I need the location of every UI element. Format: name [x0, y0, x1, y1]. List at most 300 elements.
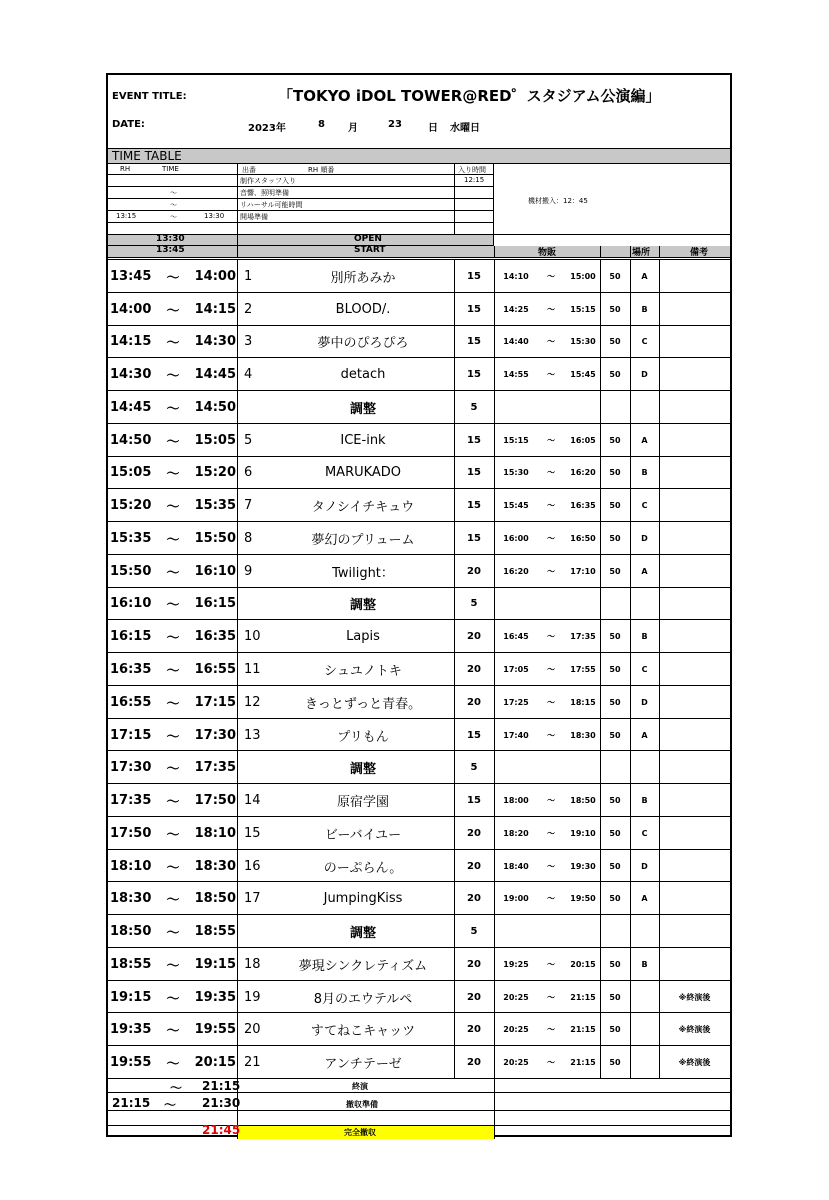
- row-number: 9: [244, 563, 253, 579]
- place-code: B: [641, 468, 648, 478]
- row-end-time: 19:15: [194, 956, 236, 972]
- row-end-time: 17:30: [194, 727, 236, 743]
- row-start-time: 16:15: [110, 629, 152, 645]
- row-tilde: ～: [166, 860, 180, 876]
- pre-r4-end: 13:30: [204, 212, 225, 220]
- row-minutes: 20: [467, 631, 481, 643]
- bukan-tilde: ～: [547, 861, 555, 871]
- row-number: 10: [244, 629, 261, 645]
- performer-name: 夢幻のプリューム: [311, 532, 415, 548]
- row-start-time: 17:30: [110, 760, 152, 776]
- bukan-end: 15:45: [570, 370, 596, 380]
- bukan-end: 15:30: [570, 337, 596, 347]
- bukan-end: [566, 391, 600, 424]
- bukan-tilde: ～: [547, 370, 555, 380]
- place-code: D: [641, 533, 648, 543]
- pre-r4-start: 13:15: [116, 212, 137, 220]
- row-minutes: 15: [467, 500, 481, 512]
- row-note: [659, 489, 730, 522]
- row-number: [244, 391, 274, 424]
- bukan-minutes: 50: [609, 1025, 621, 1035]
- bukan-end: 19:30: [570, 861, 596, 871]
- place-code: C: [641, 337, 648, 347]
- bukan-tilde: ～: [547, 304, 555, 314]
- row-start-time: 14:50: [110, 432, 152, 448]
- pre-r4-label: 開場準備: [240, 213, 268, 221]
- row-tilde: ～: [166, 434, 180, 450]
- table-row: [108, 750, 730, 783]
- row-end-time: 14:30: [194, 334, 236, 350]
- bukan-end: 21:15: [570, 992, 596, 1002]
- row-end-time: 17:15: [194, 694, 236, 710]
- row-note: [659, 260, 730, 293]
- bukan-end: 18:30: [570, 730, 596, 740]
- bukan-end: [566, 588, 600, 621]
- performer-name: のーぷらん。: [323, 860, 403, 876]
- start-time: 13:45: [156, 245, 185, 255]
- row-minutes: 20: [467, 893, 481, 905]
- row-minutes: 20: [467, 991, 481, 1003]
- row-start-time: 17:50: [110, 825, 152, 841]
- pre-r3-tilde: ～: [170, 201, 177, 209]
- row-start-time: 16:55: [110, 694, 152, 710]
- row-start-time: 17:35: [110, 793, 152, 809]
- bukan-minutes: 50: [609, 271, 621, 281]
- start-row: [108, 246, 730, 258]
- row-end-time: 19:55: [194, 1022, 236, 1038]
- col-entry: 入り時間: [458, 166, 486, 174]
- performer-name: プリもん: [337, 729, 389, 745]
- row-number: 19: [244, 989, 261, 1005]
- performer-name: きっとずっと青春。: [304, 696, 422, 712]
- place-code: [630, 751, 659, 784]
- bukan-start: 18:20: [503, 828, 529, 838]
- place-code: D: [641, 370, 648, 380]
- bukan-tilde: ～: [547, 533, 555, 543]
- bukan-end: 15:00: [570, 271, 596, 281]
- row-note: [659, 882, 730, 915]
- pre-r1-entry: 12:15: [464, 176, 485, 184]
- bukan-end: 18:50: [570, 796, 596, 806]
- row-minutes: 20: [467, 1024, 481, 1036]
- pre-r2-tilde: ～: [170, 189, 177, 197]
- place-code: B: [641, 796, 648, 806]
- bukan-start: 19:00: [503, 894, 529, 904]
- bukan-minutes: 50: [609, 730, 621, 740]
- table-row: [108, 718, 730, 751]
- bukan-start: 15:15: [503, 435, 529, 445]
- place-code: [630, 981, 659, 1014]
- place-code: A: [641, 730, 648, 740]
- date-day-num: 23: [388, 119, 402, 130]
- start-label: START: [354, 245, 386, 255]
- place-code: A: [641, 435, 648, 445]
- row-minutes: 15: [467, 270, 481, 282]
- open-time: 13:30: [156, 234, 185, 244]
- f2-end: 21:30: [202, 1096, 241, 1110]
- row-minutes: 20: [467, 827, 481, 839]
- performer-name: 夢現シンクレティズム: [298, 958, 428, 974]
- bukan-start: [496, 588, 536, 621]
- place-code: B: [641, 632, 648, 642]
- row-minutes: 20: [467, 860, 481, 872]
- bukan-start: 17:05: [503, 664, 529, 674]
- row-minutes: 20: [467, 1057, 481, 1069]
- row-end-time: 17:35: [194, 760, 236, 776]
- row-end-time: 14:15: [194, 301, 236, 317]
- f3-end: 21:45: [202, 1123, 241, 1137]
- place-code: [630, 391, 659, 424]
- bukan-start: 20:25: [503, 1025, 529, 1035]
- row-tilde: ～: [166, 696, 180, 712]
- row-tilde: ～: [166, 369, 180, 385]
- row-end-time: 19:35: [194, 989, 236, 1005]
- performer-name: Twilight：: [332, 565, 394, 581]
- table-row: [108, 652, 730, 685]
- bukan-end: 21:15: [570, 1058, 596, 1068]
- bukan-start: 17:25: [503, 697, 529, 707]
- row-number: 14: [244, 793, 261, 809]
- row-note: [659, 719, 730, 752]
- bukan-minutes: [600, 588, 630, 621]
- row-minutes: 20: [467, 565, 481, 577]
- row-start-time: 14:30: [110, 367, 152, 383]
- row-end-time: 14:50: [194, 399, 236, 415]
- bukan-end: 16:50: [570, 533, 596, 543]
- bukan-tilde: ～: [547, 271, 555, 281]
- place-code: C: [641, 501, 648, 511]
- bukan-minutes: 50: [609, 796, 621, 806]
- adjustment-label: 調整: [349, 762, 376, 778]
- bukan-end: 17:55: [570, 664, 596, 674]
- bukan-start: 16:00: [503, 533, 529, 543]
- row-tilde: ～: [166, 336, 180, 352]
- row-note: [659, 391, 730, 424]
- row-minutes: 15: [467, 729, 481, 741]
- bukan-end: 18:15: [570, 697, 596, 707]
- timetable-label: TIME TABLE: [112, 149, 182, 163]
- bukan-start: 16:45: [503, 632, 529, 642]
- open-label: OPEN: [354, 234, 382, 244]
- place-code: C: [641, 828, 648, 838]
- bukan-start: 20:25: [503, 1058, 529, 1068]
- f1-label: 終演: [352, 1082, 368, 1091]
- col-note: 備考: [690, 248, 709, 258]
- row-tilde: ～: [166, 565, 180, 581]
- table-row: [108, 521, 730, 554]
- performer-name: 8月のエウテルペ: [313, 991, 413, 1007]
- table-row: [108, 259, 730, 292]
- row-tilde: ～: [166, 795, 180, 811]
- table-row: [108, 325, 730, 358]
- bukan-start: [496, 915, 536, 948]
- table-row: [108, 554, 730, 587]
- performer-name: MARUKADO: [324, 465, 402, 481]
- row-minutes: 5: [470, 762, 478, 774]
- row-start-time: 18:55: [110, 956, 152, 972]
- place-code: [630, 588, 659, 621]
- row-end-time: 16:15: [194, 596, 236, 612]
- row-end-time: 18:55: [194, 924, 236, 940]
- pre-section: [108, 164, 494, 234]
- row-note: [659, 948, 730, 981]
- bukan-end: 20:15: [570, 959, 596, 969]
- bukan-start: 14:55: [503, 370, 529, 380]
- row-note: [659, 588, 730, 621]
- col-place: 場所: [632, 248, 651, 258]
- bukan-minutes: 50: [609, 533, 621, 543]
- place-code: A: [641, 271, 648, 281]
- row-note: [659, 424, 730, 457]
- adjustment-label: 調整: [349, 598, 376, 614]
- row-end-time: 15:35: [194, 498, 236, 514]
- row-tilde: ～: [166, 926, 180, 942]
- row-note: [659, 751, 730, 784]
- table-row: [108, 816, 730, 849]
- col-rh-order: RH 順番: [308, 166, 335, 174]
- table-row: [108, 587, 730, 620]
- row-note: ※終演後: [678, 992, 711, 1002]
- row-tilde: ～: [166, 663, 180, 679]
- bukan-minutes: 50: [609, 566, 621, 576]
- performer-name: ビーバイユー: [324, 827, 402, 843]
- row-start-time: 13:45: [110, 268, 152, 284]
- date-label: DATE:: [112, 119, 145, 130]
- row-minutes: 15: [467, 369, 481, 381]
- place-code: A: [641, 894, 648, 904]
- bukan-end: 15:15: [570, 304, 596, 314]
- date-month: 月: [348, 123, 358, 134]
- bukan-minutes: 50: [609, 959, 621, 969]
- table-row: [108, 456, 730, 489]
- table-row: [108, 423, 730, 456]
- performer-name: detach: [340, 367, 386, 383]
- row-number: 2: [244, 301, 253, 317]
- row-start-time: 19:55: [110, 1055, 152, 1071]
- bukan-start: 20:25: [503, 992, 529, 1002]
- row-tilde: ～: [166, 631, 180, 647]
- row-note: ※終演後: [678, 1058, 711, 1068]
- f1-end: 21:15: [202, 1079, 241, 1093]
- row-tilde: ～: [166, 893, 180, 909]
- bukan-minutes: 50: [609, 435, 621, 445]
- place-code: [630, 1013, 659, 1046]
- row-end-time: 16:10: [194, 563, 236, 579]
- bukan-start: 15:30: [503, 468, 529, 478]
- pre-r3-label: リハーサル可能時間: [240, 201, 303, 209]
- row-note: [659, 817, 730, 850]
- row-number: [244, 915, 274, 948]
- row-number: 15: [244, 825, 261, 841]
- row-tilde: ～: [166, 991, 180, 1007]
- row-tilde: ～: [166, 401, 180, 417]
- row-note: [659, 457, 730, 490]
- adjustment-label: 調整: [349, 926, 376, 942]
- row-start-time: 19:15: [110, 989, 152, 1005]
- row-minutes: 20: [467, 663, 481, 675]
- row-end-time: 16:55: [194, 661, 236, 677]
- table-row: [108, 881, 730, 914]
- bukan-tilde: ～: [547, 1058, 555, 1068]
- row-number: 8: [244, 530, 253, 546]
- bukan-tilde: [536, 391, 566, 424]
- bukan-end: 21:15: [570, 1025, 596, 1035]
- date-weekday: 水曜日: [450, 123, 480, 134]
- place-code: B: [641, 959, 648, 969]
- bukan-tilde: ～: [547, 796, 555, 806]
- place-code: [630, 915, 659, 948]
- row-minutes: 20: [467, 696, 481, 708]
- row-note: [659, 653, 730, 686]
- bukan-tilde: [536, 588, 566, 621]
- row-start-time: 14:00: [110, 301, 152, 317]
- performer-name: すてねこキャッツ: [310, 1024, 416, 1040]
- row-number: 17: [244, 891, 261, 907]
- row-number: 12: [244, 694, 261, 710]
- place-code: [630, 1046, 659, 1079]
- pre-r2-label: 音響、照明準備: [240, 189, 289, 197]
- row-number: 21: [244, 1055, 261, 1071]
- bukan-minutes: 50: [609, 304, 621, 314]
- bukan-tilde: ～: [547, 828, 555, 838]
- bukan-end: 19:10: [570, 828, 596, 838]
- performer-name: ICE-ink: [340, 432, 386, 448]
- table-row: [108, 685, 730, 718]
- row-start-time: 19:35: [110, 1022, 152, 1038]
- bukan-minutes: [600, 751, 630, 784]
- pre-r4-tilde: ～: [170, 213, 177, 221]
- row-tilde: ～: [166, 598, 180, 614]
- row-number: 1: [244, 268, 253, 284]
- row-tilde: ～: [166, 1057, 180, 1073]
- performer-name: アンチテーゼ: [324, 1057, 402, 1073]
- table-row: [108, 357, 730, 390]
- bukan-minutes: 50: [609, 370, 621, 380]
- bukan-end: 19:50: [570, 894, 596, 904]
- table-row: [108, 1045, 730, 1078]
- row-tilde: ～: [166, 303, 180, 319]
- bukan-start: 17:40: [503, 730, 529, 740]
- row-start-time: 15:20: [110, 498, 152, 514]
- timetable-band: [108, 148, 730, 164]
- footer-rows: [108, 1078, 730, 1135]
- row-start-time: 16:35: [110, 661, 152, 677]
- bukan-minutes: 50: [609, 632, 621, 642]
- row-number: 7: [244, 498, 253, 514]
- bukan-minutes: 50: [609, 861, 621, 871]
- performer-name: 別所あみか: [330, 270, 396, 286]
- bukan-end: [566, 751, 600, 784]
- bukan-end: 16:05: [570, 435, 596, 445]
- col-time: TIME: [162, 165, 179, 173]
- performer-name: BLOOD/.: [335, 301, 391, 317]
- row-minutes: 15: [467, 467, 481, 479]
- pre-r1-label: 制作スタッフ入り: [240, 177, 296, 185]
- row-start-time: 14:45: [110, 399, 152, 415]
- col-order: 出番: [242, 166, 256, 174]
- performer-name: JumpingKiss: [323, 891, 403, 907]
- row-note: [659, 358, 730, 391]
- row-note: [659, 915, 730, 948]
- row-tilde: ～: [166, 1024, 180, 1040]
- date-year: 2023年: [248, 123, 286, 134]
- table-row: [108, 619, 730, 652]
- f2-tilde: ～: [164, 1098, 177, 1112]
- f2-start: 21:15: [112, 1096, 151, 1110]
- performer-name: Lapis: [346, 629, 380, 645]
- bukan-minutes: 50: [609, 501, 621, 511]
- bukan-tilde: [536, 751, 566, 784]
- row-note: [659, 620, 730, 653]
- bukan-start: 14:25: [503, 304, 529, 314]
- date-month-num: 8: [318, 119, 325, 130]
- row-tilde: ～: [166, 532, 180, 548]
- row-start-time: 18:30: [110, 891, 152, 907]
- bukan-minutes: 50: [609, 1058, 621, 1068]
- row-end-time: 16:35: [194, 629, 236, 645]
- bukan-minutes: 50: [609, 468, 621, 478]
- row-minutes: 5: [470, 598, 478, 610]
- event-title: 「TOKYO iDOL TOWER@RED゜スタジアム公演編」: [278, 87, 661, 105]
- bukan-start: 14:10: [503, 271, 529, 281]
- bukan-end: 17:10: [570, 566, 596, 576]
- row-note: [659, 326, 730, 359]
- bukan-tilde: ～: [547, 992, 555, 1002]
- bukan-minutes: [600, 915, 630, 948]
- row-tilde: ～: [166, 762, 180, 778]
- table-row: [108, 488, 730, 521]
- row-number: 13: [244, 727, 261, 743]
- row-note: [659, 555, 730, 588]
- bukan-minutes: 50: [609, 697, 621, 707]
- row-start-time: 17:15: [110, 727, 152, 743]
- row-number: 16: [244, 858, 261, 874]
- bukan-tilde: [536, 915, 566, 948]
- row-start-time: 18:50: [110, 924, 152, 940]
- place-code: D: [641, 861, 648, 871]
- row-number: 18: [244, 956, 261, 972]
- bukan-tilde: ～: [547, 1025, 555, 1035]
- row-start-time: 15:35: [110, 530, 152, 546]
- bukan-minutes: 50: [609, 992, 621, 1002]
- row-start-time: 14:15: [110, 334, 152, 350]
- row-number: 6: [244, 465, 253, 481]
- row-number: [244, 588, 274, 621]
- bukan-minutes: 50: [609, 664, 621, 674]
- row-end-time: 18:10: [194, 825, 236, 841]
- bukan-tilde: ～: [547, 894, 555, 904]
- row-end-time: 14:00: [194, 268, 236, 284]
- row-end-time: 14:45: [194, 367, 236, 383]
- place-code: C: [641, 664, 648, 674]
- row-minutes: 15: [467, 303, 481, 315]
- row-start-time: 18:10: [110, 858, 152, 874]
- row-note: [659, 784, 730, 817]
- row-minutes: 5: [470, 401, 478, 413]
- row-number: 11: [244, 661, 261, 677]
- col-rh: RH: [120, 165, 131, 173]
- row-tilde: ～: [166, 729, 180, 745]
- row-end-time: 15:05: [194, 432, 236, 448]
- bukan-tilde: ～: [547, 435, 555, 445]
- bukan-minutes: 50: [609, 337, 621, 347]
- adjustment-label: 調整: [349, 401, 376, 417]
- row-number: 3: [244, 334, 253, 350]
- row-minutes: 20: [467, 958, 481, 970]
- bukan-minutes: 50: [609, 828, 621, 838]
- date-day: 日: [428, 123, 438, 134]
- bukan-start: 15:45: [503, 501, 529, 511]
